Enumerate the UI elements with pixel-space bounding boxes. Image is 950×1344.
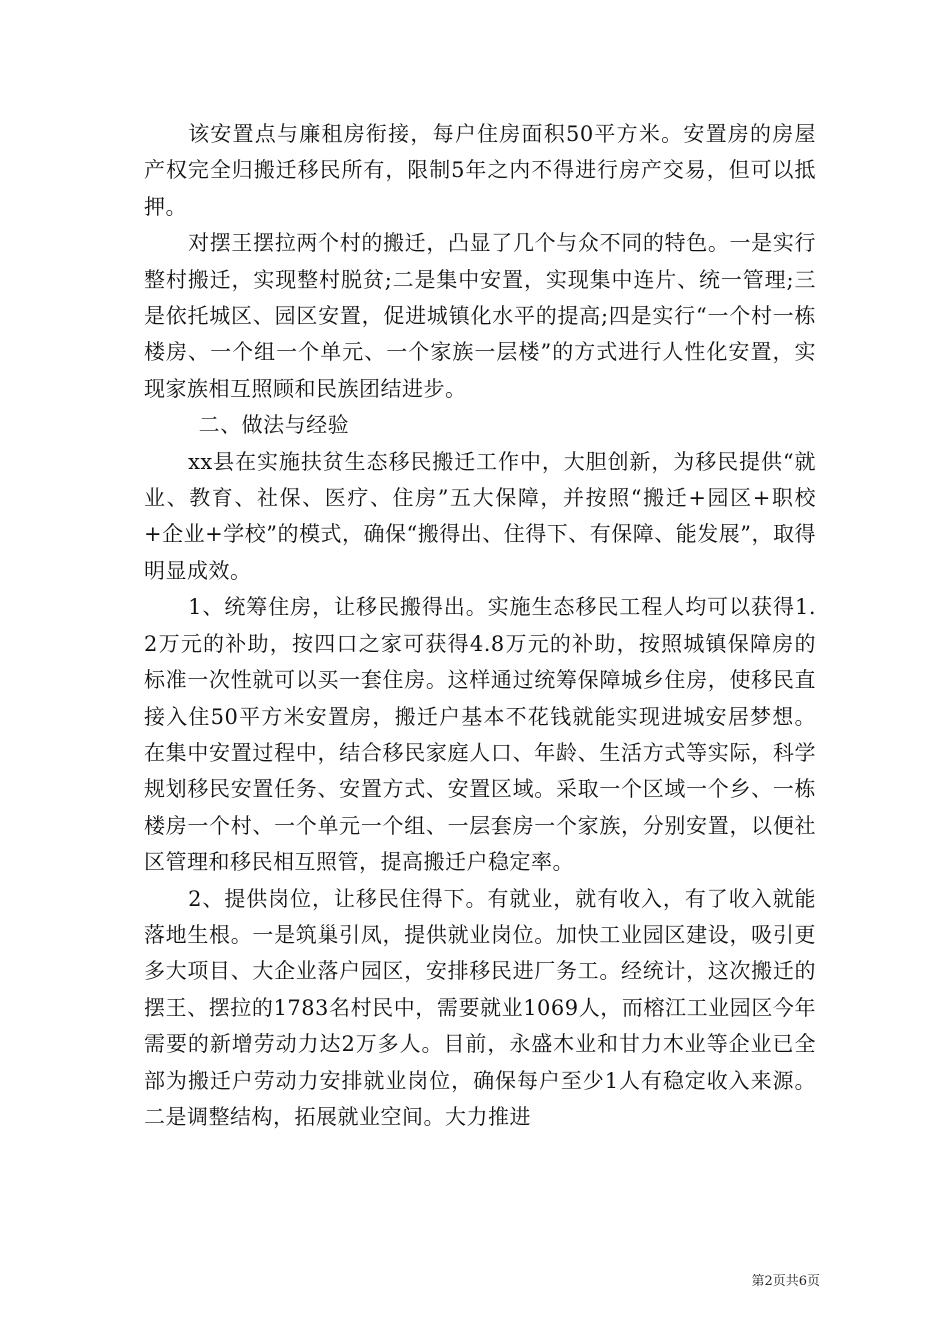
section-heading-methods-experience: 二、做法与经验 <box>198 413 350 438</box>
paragraph-resettlement-housing: 该安置点与廉租房衔接，每户住房面积50平方米。安置房的房屋产权完全归搬迁移民所有，限制5年之内不得进行房产交易，但可以抵押。 <box>144 122 816 219</box>
paragraph-housing-coordination: 1、统筹住房，让移民搬得出。实施生态移民工程人均可以获得1.2万元的补助，按四口之家可获得4.8万元的补助，按照城镇保障房的标准一次性就可以买一套住房。这样通过统筹保障城乡住房，使移民直接入住50平方米安置房，搬迁户基本不花钱就能实现进城安居梦想。在集中安置过程中，结合移民家庭人口、年龄、生活方式等实际，科学规划移民安置任务、安置方式、安置区域。采取一个区域一个乡、一栋楼房一个村、一个单元一个组、一层套房一个家族，分别安置，以便社区管理和移民相互照管，提高搬迁户稳定率。 <box>144 595 816 875</box>
paragraph-employment-provision: 2、提供岗位，让移民住得下。有就业，就有收入，有了收入就能落地生根。一是筑巢引凤，提供就业岗位。加快工业园区建设，吸引更多大项目、大企业落户园区，安排移民进厂务工。经统计，这次搬迁的摆王、摆拉的1783名村民中，需要就业1069人，而榕江工业园区今年需要的新增劳动力达2万多人。目前，永盛木业和甘力木业等企业已全部为搬迁户劳动力安排就业岗位，确保每户至少1人有稳定收入来源。二是调整结构，拓展就业空间。大力推进 <box>144 886 816 1129</box>
paragraph-village-relocation-features: 对摆王摆拉两个村的搬迁，凸显了几个与众不同的特色。一是实行整村搬迁，实现整村脱贫;二是集中安置，实现集中连片、统一管理;三是依托城区、园区安置，促进城镇化水平的提高;四是实行“一个村一栋楼房、一个组一个单元、一个家族一层楼”的方式进行人性化安置，实现家族相互照顾和民族团结进步。 <box>144 231 816 401</box>
page-number: 第2页共6页 <box>751 1274 820 1289</box>
document-body <box>144 116 816 1135</box>
paragraph-county-overview: xx县在实施扶贫生态移民搬迁工作中，大胆创新，为移民提供“就业、教育、社保、医疗、住房”五大保障，并按照“搬迁+园区+职校+企业+学校”的模式，确保“搬得出、住得下、有保障、能发展”，取得明显成效。 <box>144 449 816 583</box>
